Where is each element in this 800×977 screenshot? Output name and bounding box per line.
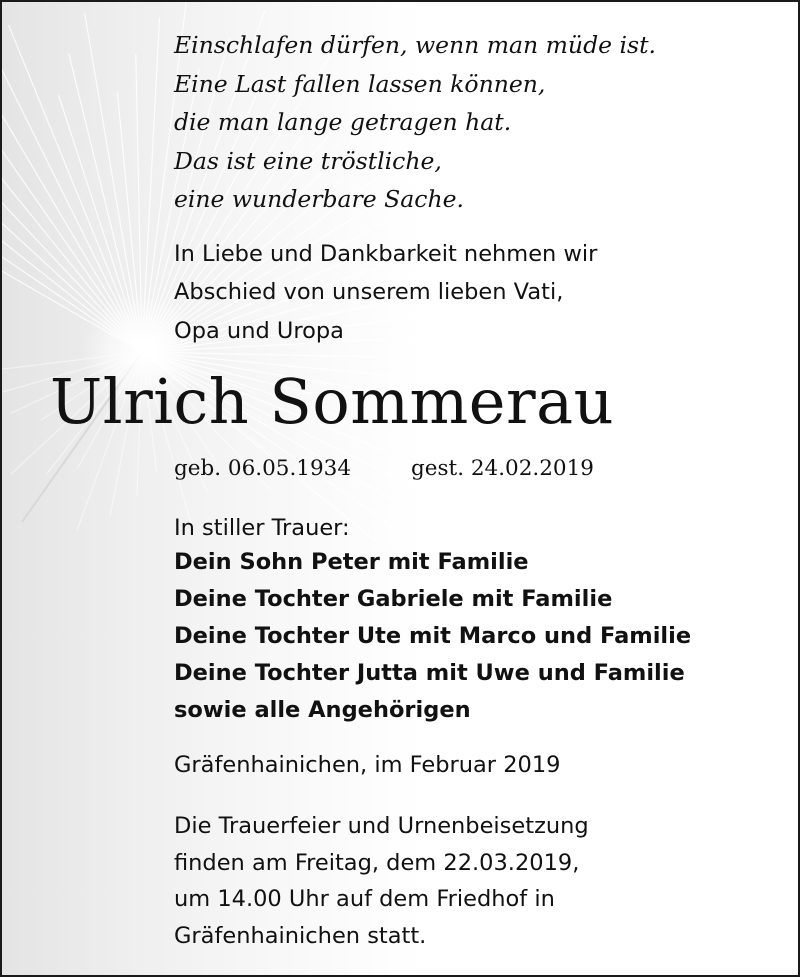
poem-line: die man lange getragen hat. (174, 108, 512, 136)
intro-line: In Liebe und Dankbarkeit nehmen wir (174, 240, 598, 267)
mourner-line: Deine Tochter Ute mit Marco und Familie (174, 623, 692, 649)
birth-date: geb. 06.05.1934 (174, 456, 352, 481)
service-line: finden am Freitag, dem 22.03.2019, (174, 849, 580, 876)
poem-line: Eine Last fallen lassen können, (174, 69, 546, 98)
service-line: Die Trauerfeier und Urnenbeisetzung (174, 813, 589, 839)
life-dates (174, 456, 594, 481)
funeral-service-info (174, 808, 784, 954)
mourner-line: Dein Sohn Peter mit Familie (174, 549, 529, 575)
service-line: um 14.00 Uhr auf dem Friedhof in (174, 886, 555, 912)
intro-text (174, 235, 784, 351)
service-line: Gräfenhainichen statt. (174, 922, 427, 949)
poem-line: eine wunderbare Sache. (174, 185, 464, 213)
mourner-line: Deine Tochter Jutta mit Uwe und Familie (174, 660, 685, 686)
place-date: Gräfenhainichen, im Februar 2019 (174, 752, 561, 778)
mourner-line: sowie alle Angehörigen (174, 697, 471, 723)
poem-line: Das ist eine tröstliche, (174, 146, 442, 175)
poem (174, 26, 784, 219)
mourning-lead: In stiller Trauer: (174, 515, 350, 541)
death-date: gest. 24.02.2019 (411, 456, 594, 481)
mourner-line: Deine Tochter Gabriele mit Familie (174, 586, 613, 612)
intro-line: Abschied von unserem lieben Vati, (174, 279, 564, 305)
intro-line: Opa und Uropa (174, 317, 344, 344)
deceased-name: Ulrich Sommerau (50, 365, 615, 438)
mourners-section (174, 512, 784, 729)
poem-line: Einschlafen dürfen, wenn man müde ist. (174, 31, 656, 59)
